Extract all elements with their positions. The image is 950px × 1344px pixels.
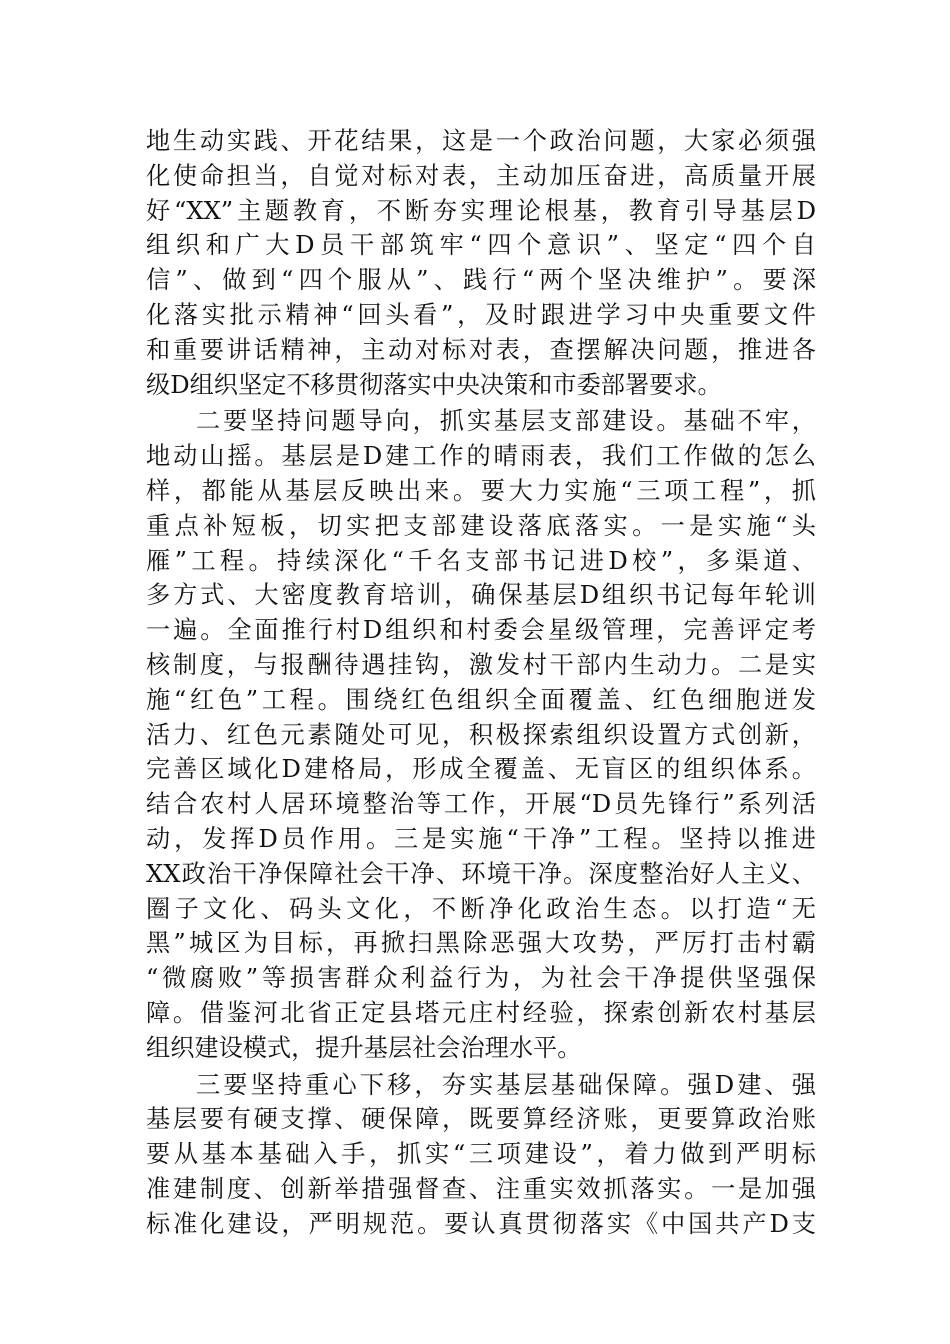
text-line: 一遍。全面推行村D组织和村委会星级管理，完善评定考 xyxy=(146,616,816,645)
text-line: 地动山摇。基层是D建工作的晴雨表，我们工作做的怎么 xyxy=(146,442,816,471)
text-line: 结合农村人居环境整治等工作，开展“D员先锋行”系列活 xyxy=(146,790,816,819)
text-line: 基层要有硬支撑、硬保障，既要算经济账，更要算政治账 xyxy=(146,1105,816,1134)
text-line: 和重要讲话精神，主动对标对表，查摆解决问题，推进各 xyxy=(146,335,816,364)
text-line: 化落实批示精神“回头看”，及时跟进学习中央重要文件 xyxy=(146,300,816,329)
text-line: 施“红色”工程。围绕红色组织全面覆盖、红色细胞迸发 xyxy=(146,685,816,714)
text-line: 二要坚持问题导向，抓实基层支部建设。基础不牢， xyxy=(196,407,816,436)
text-line: XX政治干净保障社会干净、环境干净。深度整治好人主义、 xyxy=(146,859,816,888)
text-line: 组织建设模式，提升基层社会治理水平。 xyxy=(146,1033,582,1062)
text-line: 活力、红色元素随处可见，积极探索组织设置方式创新， xyxy=(146,720,816,749)
text-line: 化使命担当，自觉对标对表，主动加压奋进，高质量开展 xyxy=(146,161,816,190)
text-line: 核制度，与报酬待遇挂钩，激发村干部内生动力。二是实 xyxy=(146,650,816,679)
text-line: 标准化建设，严明规范。要认真贯彻落实《中国共产D支 xyxy=(146,1209,816,1238)
paragraph-1 xyxy=(146,124,816,402)
text-line: 信”、做到“四个服从”、践行“两个坚决维护”。要深 xyxy=(146,266,816,295)
text-line: 多方式、大密度教育培训，确保基层D组织书记每年轮训 xyxy=(146,581,816,610)
text-line: 准建制度、创新举措强督查、注重实效抓落实。一是加强 xyxy=(146,1174,816,1203)
paragraph-3 xyxy=(146,1068,816,1242)
text-line: 黑”城区为目标，再掀扫黑除恶强大攻势，严厉打击村霸 xyxy=(146,929,816,958)
text-line: 圈子文化、码头文化，不断净化政治生态。以打造“无 xyxy=(146,894,816,923)
text-line: 好“XX”主题教育，不断夯实理论根基，教育引导基层D xyxy=(146,196,816,225)
text-line: 重点补短板，切实把支部建设落底落实。一是实施“头 xyxy=(146,511,816,540)
text-line: 动，发挥D员作用。三是实施“干净”工程。坚持以推进 xyxy=(146,824,816,853)
text-line: 地生动实践、开花结果，这是一个政治问题，大家必须强 xyxy=(146,127,816,155)
text-line: 雁”工程。持续深化“千名支部书记进D校”，多渠道、 xyxy=(146,546,816,575)
text-line: 完善区域化D建格局，形成全覆盖、无盲区的组织体系。 xyxy=(146,755,816,784)
text-line: 障。借鉴河北省正定县塔元庄村经验，探索创新农村基层 xyxy=(146,998,816,1027)
text-line: 组织和广大D员干部筑牢“四个意识”、坚定“四个自 xyxy=(146,231,816,260)
text-line: 级D组织坚定不移贯彻落实中央决策和市委部署要求。 xyxy=(146,370,722,399)
text-line: 样，都能从基层反映出来。要大力实施“三项工程”，抓 xyxy=(146,476,816,505)
text-line: 三要坚持重心下移，夯实基层基础保障。强D建、强 xyxy=(196,1070,816,1099)
text-line: “微腐败”等损害群众利益行为，为社会干净提供坚强保 xyxy=(146,964,816,993)
paragraph-2 xyxy=(146,404,816,1065)
document-body xyxy=(146,124,816,1242)
text-line: 要从基本基础入手，抓实“三项建设”，着力做到严明标 xyxy=(146,1140,816,1169)
